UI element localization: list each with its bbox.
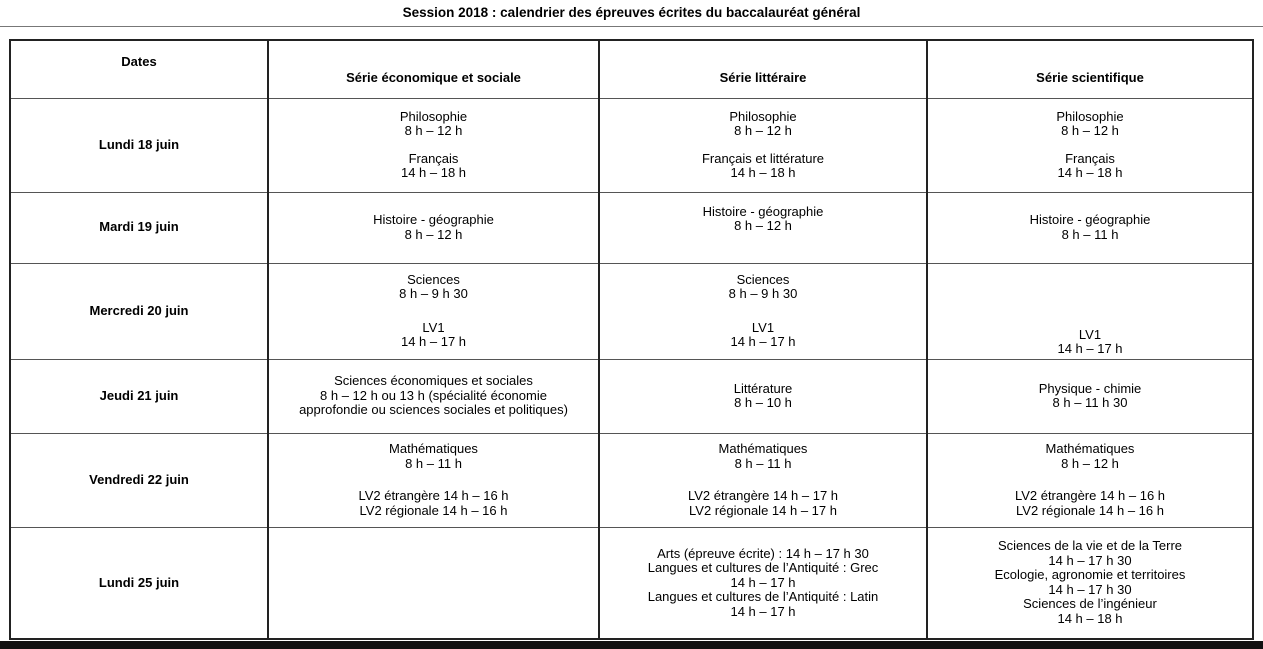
date-cell: Mardi 19 juin xyxy=(10,192,268,263)
exam-time: 8 h – 9 h 30 xyxy=(728,286,798,301)
exam-cell xyxy=(927,433,1253,527)
exam-cell xyxy=(268,263,599,359)
exam-cell xyxy=(599,263,927,359)
exam-time: 14 h – 17 h xyxy=(400,334,467,349)
page-title: Session 2018 : calendrier des épreuves écrites du baccalauréat général xyxy=(402,5,861,20)
exam-cell xyxy=(268,433,599,527)
exam-time: 8 h – 12 h xyxy=(734,123,792,138)
exam-name: Histoire - géographie xyxy=(373,212,494,227)
exam-time: 14 h – 17 h xyxy=(730,334,796,349)
exam-cell xyxy=(599,192,927,263)
exam-name: LV1 xyxy=(1078,326,1102,342)
exam-time: 14 h – 18 h xyxy=(730,165,796,180)
exam-grec-time: 14 h – 17 h xyxy=(730,574,796,590)
exam-time: 14 h – 18 h xyxy=(1057,610,1123,626)
exam-name: Français xyxy=(1065,150,1115,166)
exam-arts: Arts (épreuve écrite) : 14 h – 17 h 30 xyxy=(657,545,869,561)
table-row xyxy=(10,359,1253,433)
exam-name: Sciences xyxy=(407,271,460,287)
exam-lv2-etrangere: LV2 étrangère 14 h – 16 h xyxy=(1014,488,1166,503)
exam-lv2-regionale: LV2 régionale 14 h – 17 h xyxy=(689,502,837,518)
exam-name: Mathématiques xyxy=(389,441,478,456)
exam-name: Philosophie xyxy=(1056,108,1124,124)
header-row xyxy=(10,40,1253,98)
exam-time: 8 h – 12 h xyxy=(1061,123,1119,138)
table-row xyxy=(10,98,1253,192)
exam-time: 8 h – 11 h xyxy=(1061,226,1119,242)
exam-time: 14 h – 17 h 30 xyxy=(1048,552,1132,568)
exam-name: Français xyxy=(408,150,459,166)
exam-name: Sciences économiques et sociales xyxy=(334,373,533,389)
exam-cell-empty xyxy=(268,527,599,639)
table-row xyxy=(10,527,1253,639)
date-cell: Mercredi 20 juin xyxy=(10,263,268,359)
exam-time: 8 h – 11 h 30 xyxy=(1052,395,1128,410)
exam-name: Histoire - géographie xyxy=(702,203,824,219)
exam-time: 8 h – 11 h xyxy=(734,455,792,471)
exam-detail: 8 h – 12 h ou 13 h (spécialité économie approfondie ou sciences sociales et politiques) xyxy=(299,387,568,418)
exam-name: Philosophie xyxy=(729,108,797,124)
exam-cell xyxy=(599,359,927,433)
exam-cell xyxy=(927,359,1253,433)
header-serie-s: Série scientifique xyxy=(927,40,1253,98)
exam-cell xyxy=(599,98,927,192)
exam-cell xyxy=(268,192,599,263)
exam-time: 8 h – 11 h xyxy=(405,455,462,471)
exam-lv2-etrangere: LV2 étrangère 14 h – 16 h xyxy=(358,488,509,503)
exam-time: 14 h – 18 h xyxy=(1057,165,1123,180)
exam-cell xyxy=(927,527,1253,639)
exam-name: Sciences de la vie et de la Terre xyxy=(997,538,1183,554)
date-cell: Vendredi 22 juin xyxy=(10,433,268,527)
header-dates: Dates xyxy=(10,40,268,98)
exam-cell xyxy=(927,98,1253,192)
exam-cell xyxy=(599,433,927,527)
exam-name: Histoire - géographie xyxy=(1029,212,1151,227)
exam-name: Mathématiques xyxy=(1045,441,1135,456)
exam-time: 8 h – 12 h xyxy=(734,218,792,233)
exam-name: Français et littérature xyxy=(701,150,825,166)
exam-time: 8 h – 12 h xyxy=(1061,455,1119,471)
exam-name: Littérature xyxy=(733,380,793,396)
table-row xyxy=(10,433,1253,527)
exam-lv2-regionale: LV2 régionale 14 h – 16 h xyxy=(1016,502,1164,518)
exam-calendar-table xyxy=(9,39,1254,640)
exam-lv2-regionale: LV2 régionale 14 h – 16 h xyxy=(359,502,508,518)
date-cell: Jeudi 21 juin xyxy=(10,359,268,433)
header-serie-es: Série économique et sociale xyxy=(268,40,599,98)
title-divider xyxy=(0,26,1263,27)
table-row xyxy=(10,263,1253,359)
exam-name: Physique - chimie xyxy=(1038,380,1142,396)
exam-name: Ecologie, agronomie et territoires xyxy=(994,567,1186,583)
exam-time: 8 h – 9 h 30 xyxy=(399,286,468,301)
exam-name: Philosophie xyxy=(399,108,468,124)
exam-lv2-etrangere: LV2 étrangère 14 h – 17 h xyxy=(687,488,839,503)
date-cell: Lundi 25 juin xyxy=(10,527,268,639)
exam-time: 8 h – 12 h xyxy=(404,123,463,138)
exam-grec: Langues et cultures de l’Antiquité : Grec xyxy=(647,560,879,575)
header-serie-l: Série littéraire xyxy=(599,40,927,98)
exam-time: 14 h – 18 h xyxy=(400,165,467,180)
table-row xyxy=(10,192,1253,263)
exam-name: LV1 xyxy=(422,319,445,335)
exam-latin-time: 14 h – 17 h xyxy=(730,603,796,619)
exam-cell xyxy=(927,263,1253,359)
exam-latin: Langues et cultures de l’Antiquité : Latin xyxy=(647,589,879,604)
date-cell: Lundi 18 juin xyxy=(10,98,268,192)
exam-time: 14 h – 17 h xyxy=(1057,341,1123,356)
exam-name: Sciences de l’ingénieur xyxy=(1023,596,1157,612)
exam-time: 8 h – 12 h xyxy=(404,226,463,242)
exam-name: LV1 xyxy=(751,319,775,335)
exam-cell xyxy=(599,527,927,639)
exam-name: Mathématiques xyxy=(718,441,808,456)
exam-time: 14 h – 17 h 30 xyxy=(1048,581,1132,597)
exam-cell xyxy=(927,192,1253,263)
exam-cell xyxy=(268,98,599,192)
exam-name: Sciences xyxy=(736,271,790,287)
exam-time: 8 h – 10 h xyxy=(734,395,792,410)
exam-cell xyxy=(268,359,599,433)
